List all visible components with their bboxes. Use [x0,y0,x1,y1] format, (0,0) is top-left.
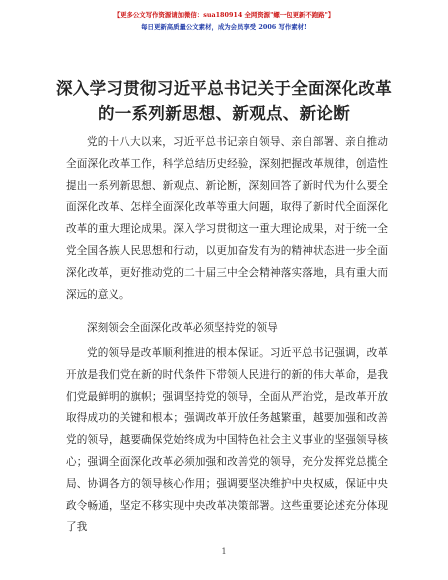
page-number: 1 [221,547,227,556]
paragraph-intro: 党的十八大以来，习近平总书记亲自领导、亲自部署、亲自推动全面深化改革工作，科学总结历史经验，深刻把握改革规律，创造性提出一系列新思想、新观点、新论断，深刻回答了新时代为什么要全面深化改革、怎样全面深化改革等重大问题，取得了新时代全面深化改革的重大理论成果。深入学习贯彻这一重大理论成果，对于统一全党全国各族人民思想和行动，以更加奋发有为的精神状态进一步全面深化改革，更好推动党的二十届三中全会精神落实落地，具有重大而深远的意义。 [66,136,388,301]
paragraph-party-leadership: 党的领导是改革顺利推进的根本保证。习近平总书记强调，改革开放是我们党在新的时代条件下带领人民进行的新的伟大革命，是我们党最鲜明的旗帜；强调坚持党的领导，全面从严治党，是改革开放取得成功的关键和根本；强调改革开放任务越繁重，越要加强和改善党的领导，越要确保党始终成为中国特色社会主义事业的坚强领导核心；强调全面深化改革必须加强和改善党的领导，充分发挥党总揽全局、协调各方的领导核心作用；强调要坚决维护中央权威，保证中央政令畅通，坚定不移实现中央改革决策部署。这些重要论述充分体现了我 [66,347,388,534]
promo-banner-line-1: 【更多公文写作资源请加微信：sua180914 全网资源"螺一包更新不跑路"】 [113,11,335,19]
document-title-line-1: 深入学习贯彻习近平总书记关于全面深化改革 [56,79,392,98]
document-title-line-2: 的一系列新思想、新观点、新论断 [98,104,350,123]
document-title [0,76,448,126]
section-heading: 深刻领会全面深化改革必须坚持党的领导 [87,322,278,334]
promo-banner-line-2: 每日更新高质量公文素材，成为会员享受 2006 写作素材! [141,23,307,31]
